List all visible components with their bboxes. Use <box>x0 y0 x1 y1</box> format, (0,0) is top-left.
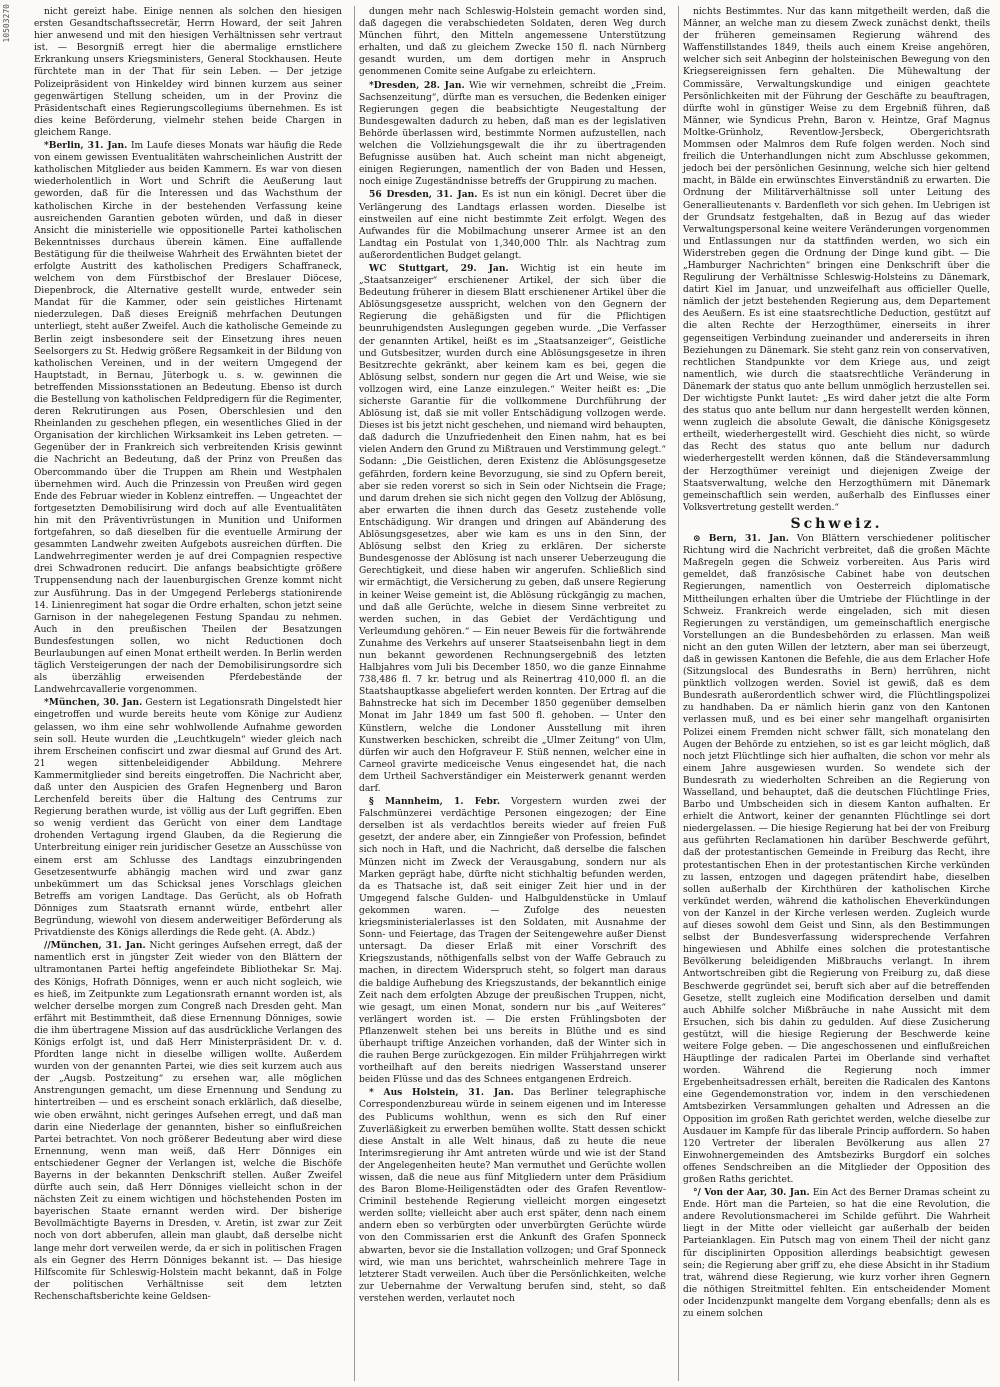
article-text: Wichtig ist ein heute im „Staatsanzeiger“ erschienener Artikel, der sich über die Bedeutung früherer in diesem Blatt erschienener Artikel über die Ablösungsgesetze ausspricht, welchen von den Gegnern der Regierung die gehäßigsten und für die Pflichtigen beunruhigendsten Auslegungen gegeben wurde. „Die Verfasser der genannten Artikel, heißt es im „Staatsanzeiger“, Geistliche und Gutsbesitzer, wurden durch eine Ablösungsgesetze in ihren Besitzrechte gekränkt, aber keinem kam es bei, gegen die Ablösung selbst, sondern nur gegen die Art und Weise, wie sie vollzogen wird, eine Lanze einzulegen.“ Weiter heißt es: „Die sicherste Garantie für die vollkommene Durchführung der Ablösung ist, daß sie mit voller Entschädigung vollzogen werde. Dieses ist bis jetzt nicht geschehen, und niemand wird behaupten, daß dadurch die Unzufriedenheit den Einen nahm, hat es bei vielen Andern den Grund zu Mißtrauen und Verstimmung gelegt.“ Sodann: „Die Geistlichen, deren Existenz die Ablösungsgesetze gefährden, fordern keine Bevorzugung, sie sind zu Opfern bereit, aber sie reden vorerst so sich in Sein oder Nichtsein die Frage; und darum drehen sie sich nicht gegen den Vollzug der Ablösung, aber erwarten die ihnen durch das Gesetz zustehende volle Entschädigung. Wir drangen und dringen auf Abänderung des Ablösungsgesetzes, aber wie kam es uns in den Sinn, der Ablösung selbst den Krieg zu erklären. Der sicherste Bundesgenosse der Ablösung ist nach unserer Ueberzeugung die Gerechtigkeit, und diese haben wir angerufen. Schließlich sind wir ermächtigt, die Versicherung zu geben, daß unsere Regierung in keiner Weise gemeint ist, die Ablösung rückgängig zu machen, und daß alle Gerüchte, welche in diesem Sinne verbreitet zu werden suchen, in das Gebiet der Verdächtigung und Verleumdung gehören.“ — Ein neuer Beweis für die fortwährende Zunahme des Verkehrs auf unserer Staatseisenbahn liegt in dem nun bekannt gewordenen Rechnungsergebniß des letzten Halbjahres vom Juli bis December 1850, wo die ganze Einnahme 738,486 fl. 7 kr. betrug und als Reinertrag 410,000 fl. an die Staatshauptkasse abgeliefert werden konnten. Der Ertrag auf die Bahnstrecke hat sich im December 1850 gegenüber demselben Monat im Jahr 1849 um fast 500 fl. gehoben. — Unter den Künstlern, welche die Londoner Ausstellung mit ihren Kunstwerken beschicken, schreibt die „Ulmer Zeitung“ von Ulm, dürfen wir auch den Hofgraveur F. Stüß nennen, welcher eine in Carneol gravirte mediceische Venus eingesendet hat, die nach dem Urtheil Sachverständiger ein Meisterwerk genannt werden darf. <box>359 263 667 794</box>
article-paragraph <box>683 1187 990 1320</box>
article-paragraph <box>683 6 990 514</box>
article-text: Gestern ist Legationsrath Dingelstedt hier eingetroffen und wurde bereits heute vom Könige zur Audienz gelassen, wo ihm eine sehr wohlwollende Aufnahme geworden sein soll. Heute wurden die „Leuchtkugeln“ wieder gleich nach ihrem Erscheinen confiscirt und zwar diesmal auf Grund des Art. 21 wegen sittenbeleidigender Abbildung. Mehrere Kammermitglieder sind bereits eingetroffen. Die Nachricht aber, daß unter den Auspicien des Grafen Hegnenberg und Baron Lerchenfeld bereits über die Haltung des Centrums zur Regierung berathen wurde, ist völlig aus der Luft gegriffen. Eben so wenig verdient das Gerücht von einer dem Landtage drohenden Vertagung irgend Glauben, da die Regierung die Unterbreitung einiger rein juridischer Gesetze an Ausschüsse von einem erst am Schlusse des Landtags einzubringenden Gesetzesentwurfe abhängig machen wird und zwar ganz unbekümmert um das Schicksal jenes Vorschlags gleichen Betreffs am vorigen Landtage. Das Gerücht, als ob Hofrath Dönniges zum Staatsrath ernannt würde, entbehrt aller Begründung, wiewohl von diesem anderweitiger Beförderung als Privatdienste des Königs allerdings die Rede geht. (A. Abdz.) <box>34 698 342 939</box>
article-paragraph <box>359 263 666 795</box>
dateline: WC Stuttgart, 29. Jan. <box>369 262 509 274</box>
page-id: 10503270 <box>2 4 11 43</box>
article-text: Nicht geringes Aufsehen erregt, daß der namentlich erst in jüngster Zeit wieder von den Blättern der ultramontanen Partei heftig angefeindete Bibliothekar Sr. Maj. des Königs, Hofrath Dönniges, wenn er auch nicht sogleich, wie es hieß, im Zeitpunkte zum Legationsrath ernannt worden ist, als welcher derselbe morgen zum Congreß nach Dresden geht. Man erfährt mit Bestimmtheit, daß diese Ernennung Dönniges, sowie die ihm übertragene Mission auf das ausdrückliche Verlangen des Königs erfolgt ist, und daß Herr Ministerpräsident Dr. v. d. Pfordten lange nicht in dieselbe willigen wollte. Außerdem wurden von der genannten Partei, wie dies seit kurzem auch aus der „Augsb. Postzeitung“ zu ersehen war, alle möglichen Anstrengungen gemacht, um diese Ernennung und Sendung zu hintertreiben — und es erscheint sonach erklärlich, daß dieselbe, wie oben erwähnt, nicht geringes Aufsehen erregt, und daß man darin eine Niederlage der genannten, bisher so einflußreichen Partei betrachtet. Von noch größerer Bedeutung aber wird diese Ernennung, wenn man weiß, daß Herr Dönniges ein entschiedener Gegner der Verlangen ist, welche die Bischöfe Bayerns in der bekannten Denkschrift stellen. Außer Zweifel dürfte auch sein, daß Herr Dönniges vielleicht schon in der nächsten Zeit zu einem wichtigen und höchstehenden Posten im bayerischen Staate ernannt werden wird. Der bisherige Bevollmächtigte Bayerns in Dresden, v. Aretin, ist zwar zur Zeit noch von dort abberufen, allein man glaubt, daß derselbe nicht lange mehr dort verweilen werde, da er sich in politischen Fragen als ein Gegner des Herrn Dönniges bekannt ist. — Das hiesige Hilfscomite für Schleswig-Holstein macht bekannt, daß in Folge der politischen Verhältnisse seit dem letzten Rechenschaftsberichte keine Geldsen- <box>34 941 342 1302</box>
column-2 <box>354 6 670 1381</box>
column-1 <box>30 6 346 1381</box>
dateline: § Mannheim, 1. Febr. <box>369 796 501 808</box>
article-paragraph <box>34 6 342 139</box>
dateline: 56 Dresden, 31. Jan. <box>369 189 478 201</box>
article-text: Wie wir vernehmen, schreibt die „Freim. Sachsenzeitung“, dürfte man es versuchen, die Bedenken einiger Regierungen gegen die beabsichtigte Neugestaltung der Bundesgewalten dadurch zu heben, daß man es der legislativen Behörde überlassen wird, bestimmte Normen aufzustellen, nach welchen die Vollziehungsgewalt die ihr zu übertragenden Befugnisse ausüben hat. Auch scheint man nicht abgeneigt, einigen Regierungen, namentlich der von Baden und Hessen, noch einige Zugeständnisse betreffs der Gruppirung zu machen. <box>359 80 666 188</box>
article-paragraph <box>359 6 666 79</box>
dateline: * Aus Holstein, 31. Jan. <box>369 1087 514 1099</box>
dateline: *München, 30. Jan. <box>44 697 143 709</box>
text-columns <box>30 6 994 1381</box>
dateline: *Dresden, 28. Jan. <box>369 79 465 91</box>
article-paragraph <box>34 140 342 696</box>
article-text: Ein Act des Berner Dramas scheint zu Ende. Hört man die Parteien, so hat die eine Revolution, die andere Revolutionsmacherei im Schilde geführt. Die Wahrheit liegt in der Mitte oder vielleicht gar außerhalb der beiden Parteianklagen. Ein Putsch mag von einem Theil der nicht ganz für disciplinirten Opposition allerdings beabsichtigt gewesen sein; die Regierung aber griff zu, ehe diese Absicht in ihr Stadium trat, während diese Regierung, wie kurz vorher ihren Gegnern die nöthigen Streitmittel fehlten. Ein entscheidender Moment oder Incidenzpunkt mangelte dem Vorgang ebenfalls; denn als es zu einem solchen <box>683 1188 990 1320</box>
article-paragraph <box>359 80 666 189</box>
article-paragraph <box>34 940 342 1303</box>
article-text: nichts Bestimmtes. Nur das kann mitgetheilt werden, daß die Männer, an welche man zu diesem Zweck zunächst denkt, theils der früheren gemeinsamen Regierung während des Waffenstillstandes 1849, theils auch einem Kreise angehören, welcher sich seit Anbeginn der holsteinischen Bewegung von den Kriegsereignissen fern gehalten. Die Mühewaltung der Commissäre, Verwaltungskundige und einigen geachtete Persönlichkeiten mit der Führung der Geschäfte zu beauftragen, dürfte wohl in günstiger Weise zu dem Ergebniß führen, daß Männer, wie Syndicus Prehn, Baron v. Heintze, Graf Magnus Moltke-Grünholz, Reventlow-Jersbeck, Obergerichtsrath Mommsen oder Malmros dem Rufe folgen werden. Noch sind freilich die Unterhandlungen nicht zum Abschlusse gekommen, jedoch bei der persönlichen Gesinnung, welche sich hier geltend macht, in Bälde ein erwünschtes Einverständniß zu erwarten. Die Ordnung der Militärverhältnisse soll unter Leitung des Generallieutenants v. Bardenfleth vor sich gehen. Im Uebrigen ist der Grundsatz festgehalten, daß in Bezug auf das wieder Verwaltungspersonal keine weitere Veränderungen vorgenommen und Entlassungen nur da stattfinden werden, wo sich ein Widerstreben gegen die Ordnung der Dinge kund gibt. — Die „Hamburger Nachrichten“ bringen eine Denkschrift über die Regulirung der Verhältnisse Schleswig-Holsteins zu Dänemark, datirt Kiel im Januar, und unzweifelhaft aus officieller Quelle, nämlich der jetzt bestehenden Regierung aus, dem Departement des Aeußern. Es ist eine staatsrechtliche Deduction, gestützt auf die alten Rechte der Herzogthümer, einerseits in ihrer gegenseitigen Verbindung zueinander und andererseits in ihren Beziehungen zu Dänemark. Sie steht ganz rein von conservativen, rechtlichen Standpunkte vor dem Kriege aus, und zeigt namentlich, wie durch die staatsrechtliche Veränderung in Dänemark der status quo ante bellum unmöglich herzustellen sei. Der wichtigste Punkt lautet: „Es wird daher jetzt die alte Form des status quo ante bellum nur dann hergestellt werden können, wenn zugleich die absolute Gewalt, die dänische Königsgesetz ertheilt, wiederhergestellt wird. Geschieht dies nicht, so würde das Recht des status quo ante bellum nur dadurch wiederhergestellt werden können, daß die Ständeversammlung der Herzogthümer vereinigt und diejenigen Zweige der Staatsverwaltung, welche den Herzogthümern mit Dänemark gemeinschaftlich sein werden, außerhalb des Einflusses einer Volksvertretung gestellt werden.“ <box>683 7 990 513</box>
article-text: Von Blättern verschiedener politischer Richtung wird die Nachricht verbreitet, daß die großen Mächte Maßregeln gegen die Schweiz vorbereiten. Aus Paris wird gemeldet, daß französische Cabinet habe von deutschen Regierungen, namentlich von Oesterreich diplomatische Mittheilungen erhalten über die Umtriebe der Flüchtlinge in der Schweiz. Frankreich werde eingeladen, sich mit diesen Regierungen zu verständigen, um gemeinschaftlich energische Vorstellungen an die Bundesbehörden zu erlassen. Man weiß nicht an den guten Willen der letztern, aber man sei überzeugt, daß in gewissen Kantonen die Befehle, die aus dem Erlacher Hofe (Sitzungslocal des Bundesraths in Bern) herrühren, nicht pünktlich vollzogen werden. Soviel ist gewiß, daß es dem Bundesrath außerordentlich schwer wird, die Flüchtlingspolizei zu handhaben. Da er nämlich hierin ganz von den Kantonen verlassen muß, und es bei einer sehr mangelhaft organisirten Polizei einem Fremden nicht schwer fällt, sich monatelang den Augen der Behörde zu entziehen, so ist es gar leicht möglich, daß noch jetzt Flüchtlinge sich hier aufhalten, die schon vor mehr als einem Jahre ausgewiesen wurden. So wendete sich der Bundesrath zu wiederholten Schreiben an die Regierung von Wasselland, und behauptet, daß die deutschen Flüchtlinge Fries, Barbo und Umbscheiden sich in diesem Kanton aufhalten. Er erhielt die Antwort, keiner der genannten Flüchtlinge sei dort niedergelassen. — Die hiesige Regierung hat bei der von Freiburg aus geführten Reclamationen hin darüber Beschwerde geführt, daß der protestantischen Gemeinde in Freiburg das Recht, ihre protestantischen Ehen in der protestantischen Kirche verkünden zu lassen, entzogen und dagegen prätendirt habe, dieselben sollen außerhalb der Kirchthüren der katholischen Kirche verkündet werden, während die katholischen Eheverkündungen von der Kanzel in der Kirche verlesen werden. Zugleich wurde auf dieses sowohl dem Geist und Sinn, als den Bestimmungen selbst der Bundesverfassung widersprechende Verfahren hingewiesen und Abhilfe eines solchen die protestantische Bevölkerung beleidigenden Mißbrauchs verlangt. In ihrem Antwortschreiben gibt die Regierung von Freiburg zu, daß diese Beschwerde gegründet sei, beruft sich aber auf die betreffenden Gesetze, stellt zugleich eine Modification derselben und damit auch Abhilfe solcher Mißbräuche in nahe Aussicht mit dem Ersuchen, sich bis dahin zu gedulden. Auf diese Zusicherung gestützt, will die hiesige Regierung der Beschwerde keine weitere Folge geben. — Die angeschossenen und einflußreichen Häuptlinge der radicalen Partei im Oberlande sind verhaftet worden. Während die Regierung noch immer Ergebenheitsadressen erhält, bereiten die Radicalen des Kantons eine Gegendemonstration vor, indem in den verschiedenen Amtsbezirken Versammlungen gehalten und Adressen an die Opposition im großen Rath gerichtet werden, welche dieselbe zur Ausdauer im Kampfe für das liberale Princip auffordern. So haben 120 Vertreter der liberalen Bevölkerung aus allen 27 Einwohnergemeinden des Amtsbezirks Burgdorf ein solches offenes Sendschreiben an die Mitglieder der Opposition des großen Raths gerichtet. <box>683 534 990 1185</box>
article-paragraph <box>34 697 342 939</box>
article-text: Es ist nun ein königl. Decret über die Verlängerung des Landtags erlassen worden. Dieselbe ist einstweilen auf eine nicht bestimmte Zeit erfolgt. Wegen des Aufwandes für die Mobilmachung unserer Armee ist an den Landtag ein Postulat von 1,340,000 Thlr. als Nachtrag zum außerordentlichen Budget gelangt. <box>359 190 666 261</box>
section-heading: Schweiz. <box>790 515 883 532</box>
column-3 <box>678 6 994 1381</box>
dateline: ⊙ Bern, 31. Jan. <box>693 533 789 545</box>
article-paragraph <box>359 796 666 1086</box>
article-paragraph <box>359 1087 666 1305</box>
article-text: nicht gereizt habe. Einige nennen als solchen den hiesigen ersten Gesandtschaftssecretär, Herrn Howard, der seit Jahren hier anwesend und mit den hiesigen Verhältnissen sehr vertraut ist. — Besorgniß erregt hier die abermalige ernstlichere Erkrankung unsers Kriegsministers, General Stockhausen. Heute fürchtete man in der That für sein Leben. — Der jetzige Polizeipräsident von Hinkeldey wird binnen kurzem aus seiner gegenwärtigen Stellung scheiden, um in der Provinz die Präsidentschaft eines Regierungscollegiums übernehmen. Es ist dies keine Beförderung, vielmehr stehen beide Chargen in gleichem Range. <box>34 7 342 138</box>
article-paragraph <box>683 533 990 1186</box>
dateline: //München, 31. Jan. <box>44 940 146 952</box>
article-paragraph <box>359 189 666 262</box>
article-text: dungen mehr nach Schleswig-Holstein gemacht worden sind, daß dagegen die verabschiedeten Soldaten, deren Weg durch München führt, den Mitteln angemessene Unterstützung erhalten, und daß zu gleichem Zwecke 150 fl. nach Nürnberg gesandt wurden, um dem dortigen mehr in Anspruch genommenen Comite seine Aufgabe zu erleichtern. <box>359 7 666 78</box>
article-text: Das Berliner telegraphische Correspondenzbureau würde in seinem eigenen und im Interesse des Publicums wohlthun, wenn es sich den Ruf einer Zuverläßigkeit zu erwerben bemühen wollte. Statt dessen schickt diese Anstalt in alle Welt hinaus, daß zu heute die neue Interimsregierung ihr Amt antreten würde und wie ist der Stand der Angelegenheiten heute? Man vermuthet und Gerüchte wollen wissen, daß die neue aus fünf Mitgliedern unter dem Präsidium des Baron Blome-Heiligenstädten oder des Grafen Reventlow-Criminil bestehende Regierung vielleicht morgen eingesetzt werden sollte; vielleicht aber auch erst später, denn nach einem andern eben so verbürgten oder unverbürgten Gerüchte würde von den Commissarien erst die Ankunft des Grafen Sponneck abwarten, bevor sie die Installation vollzogen; und Graf Sponneck wird, wie man uns berichtet, wahrscheinlich mehrere Tage in letzterer Stadt verweilen. Auch über die Persönlichkeiten, welche zur Uebernahme der Verwaltung berufen sind, steht, so daß verstehen werden, verlautet noch <box>359 1088 666 1304</box>
dateline: °/ Von der Aar, 30. Jan. <box>693 1187 810 1199</box>
dateline: *Berlin, 31. Jan. <box>44 140 128 152</box>
article-text: Vorgestern wurden zwei der Falschmünzerei verdächtige Personen eingezogen; der Eine derselben ist als verdachtlos bereits wieder auf freien Fuß gesetzt, der andere aber, ein Zinngießer von Profession, befindet sich noch in Haft, und die Nachricht, daß derselbe die falschen Münzen nicht im Zweck der Verausgabung, sondern nur als Marken geprägt habe, dürfte nicht stichhaltig befunden werden, da es Thatsache ist, daß seit einiger Zeit hier und in der Umgegend falsche Gulden- und Halbguldenstücke in Umlauf gekommen waren. — Zufolge des neuesten kriegsministerialerlasses ist den Soldaten, mit Ausnahme der Sonn- und Feiertage, das Tragen der Seitengewehre außer Dienst untersagt. Da dieser Erlaß mit einer Vorschrift des Kriegszustands, nöthigenfalls selbst von der Waffe Gebrauch zu machen, in directem Widerspruch steht, so folgert man daraus die baldige Aufhebung des Kriegszustands, der bekanntlich einige Zeit nach dem erfolgten Abzuge der preußischen Truppen, nicht, wie gesagt, um einen Monat, sondern nur bis „auf Weiteres“ verlängert worden ist. — Die ersten Frühlingsboten der Pflanzenwelt stehen bei uns bereits in Blüthe und es sind überhaupt triftige Anzeichen vorhanden, daß der Winter sich in die rauhen Berge zurückgezogen. Ein milder Frühjahrregen wirkt vortheilhaft auf den bereits niedrigen Wasserstand unserer beiden Flüsse und das des Schnees entgangenen Erdreich. <box>359 797 666 1086</box>
article-text: Im Laufe dieses Monats war häufig die Rede von einem gewissen Eventualitäten wahrscheinlichen Austritt der katholischen Mitglieder aus beiden Kammern. Es war von diesen wiederholentlich in Wort und Schrift die Aeußerung laut geworden, daß für die Interessen und das Wachsthum der katholischen Kirche in der bestehenden Verfassung keine ausreichenden Garantien geboten würden, und daß in dieser Ansicht die ministerielle wie oppositionelle Partei katholischen Bekenntnisses durchaus überein kämen. Eine auffallende Bestätigung für die theilweise Wahrheit des Erwähnten bietet der erfolgte Austritt des katholischen Predigers Schaffraneck, welchem von dem Fürstbischof der Breslauer Diöcese, Diepenbrock, die Alternative gestellt wurde, entweder sein Mandat für die Kammer, oder sein geistliches Hirtenamt niederzulegen. Daß dieses Ereigniß mehrfachen Deutungen unterliegt, steht außer Zweifel. Auch die katholische Gemeinde zu Berlin zeigt insbesondere seit der Einsetzung ihres neuen Seelsorgers zu St. Hedwig größere Regsamkeit in der Bildung von katholischen Vereinen, und in der weitern Umgegend der Hauptstadt, in Bernau, Jüterbogk u. s. w. gewinnen die betreffenden Missionsstationen an Bedeutung. Ebenso ist durch die Bestellung von katholischen Feldpredigern für die Regimenter, deren Rekrutirungen aus Posen, Oberschlesien und den Rheinlanden zu geschehen pflegen, ein wesentliches Glied in der Organisation der kirchlichen Wirksamkeit ins Leben getreten. — Gegenüber der in Frankreich sich verbreitenden Krisis gewinnt die Nachricht an Bedeutung, daß der Prinz von Preußen das Obercommando über die Truppen am Rhein und Westphalen übernehmen wird. Auch die Prinzessin von Preußen wird gegen Ende des Februar wieder in Koblenz eintreffen. — Ungeachtet der fortgesetzten Demobilisirung wird doch auf alle Eventualitäten hin mit den Präventivrüstungen in Munition und Uniformen fortgefahren, so daß dieselben für die eventuelle Armirung der gesammten Landwehr zweiten Aufgebots ausreichen dürften. Die Landwehrregimenter werden je auf drei Compagnien respective drei Schwadronen reducirt. Die anfangs beabsichtigte größere Truppensendung nach der lauenburgischen Grenze kommt nicht zur Ausführung. Das in der Umgegend Perlebergs stationirende 14. Linienregiment hat sogar die Ordre erhalten, schon jetzt seine Garnison in der nahegelegenen Festung Spandau zu nehmen. Auch in den preußischen Theilen der Besatzungen Bundesfestungen sollen, wo nicht Reductionen doch Beurlaubungen auf einen Monat ertheilt werden. In Berlin werden täglich Versteigerungen der nach der Demobilisirungsordre sich als überzählig erweisenden Pferdebestände der Landwehrcavallerie vorgenommen. <box>34 141 342 696</box>
